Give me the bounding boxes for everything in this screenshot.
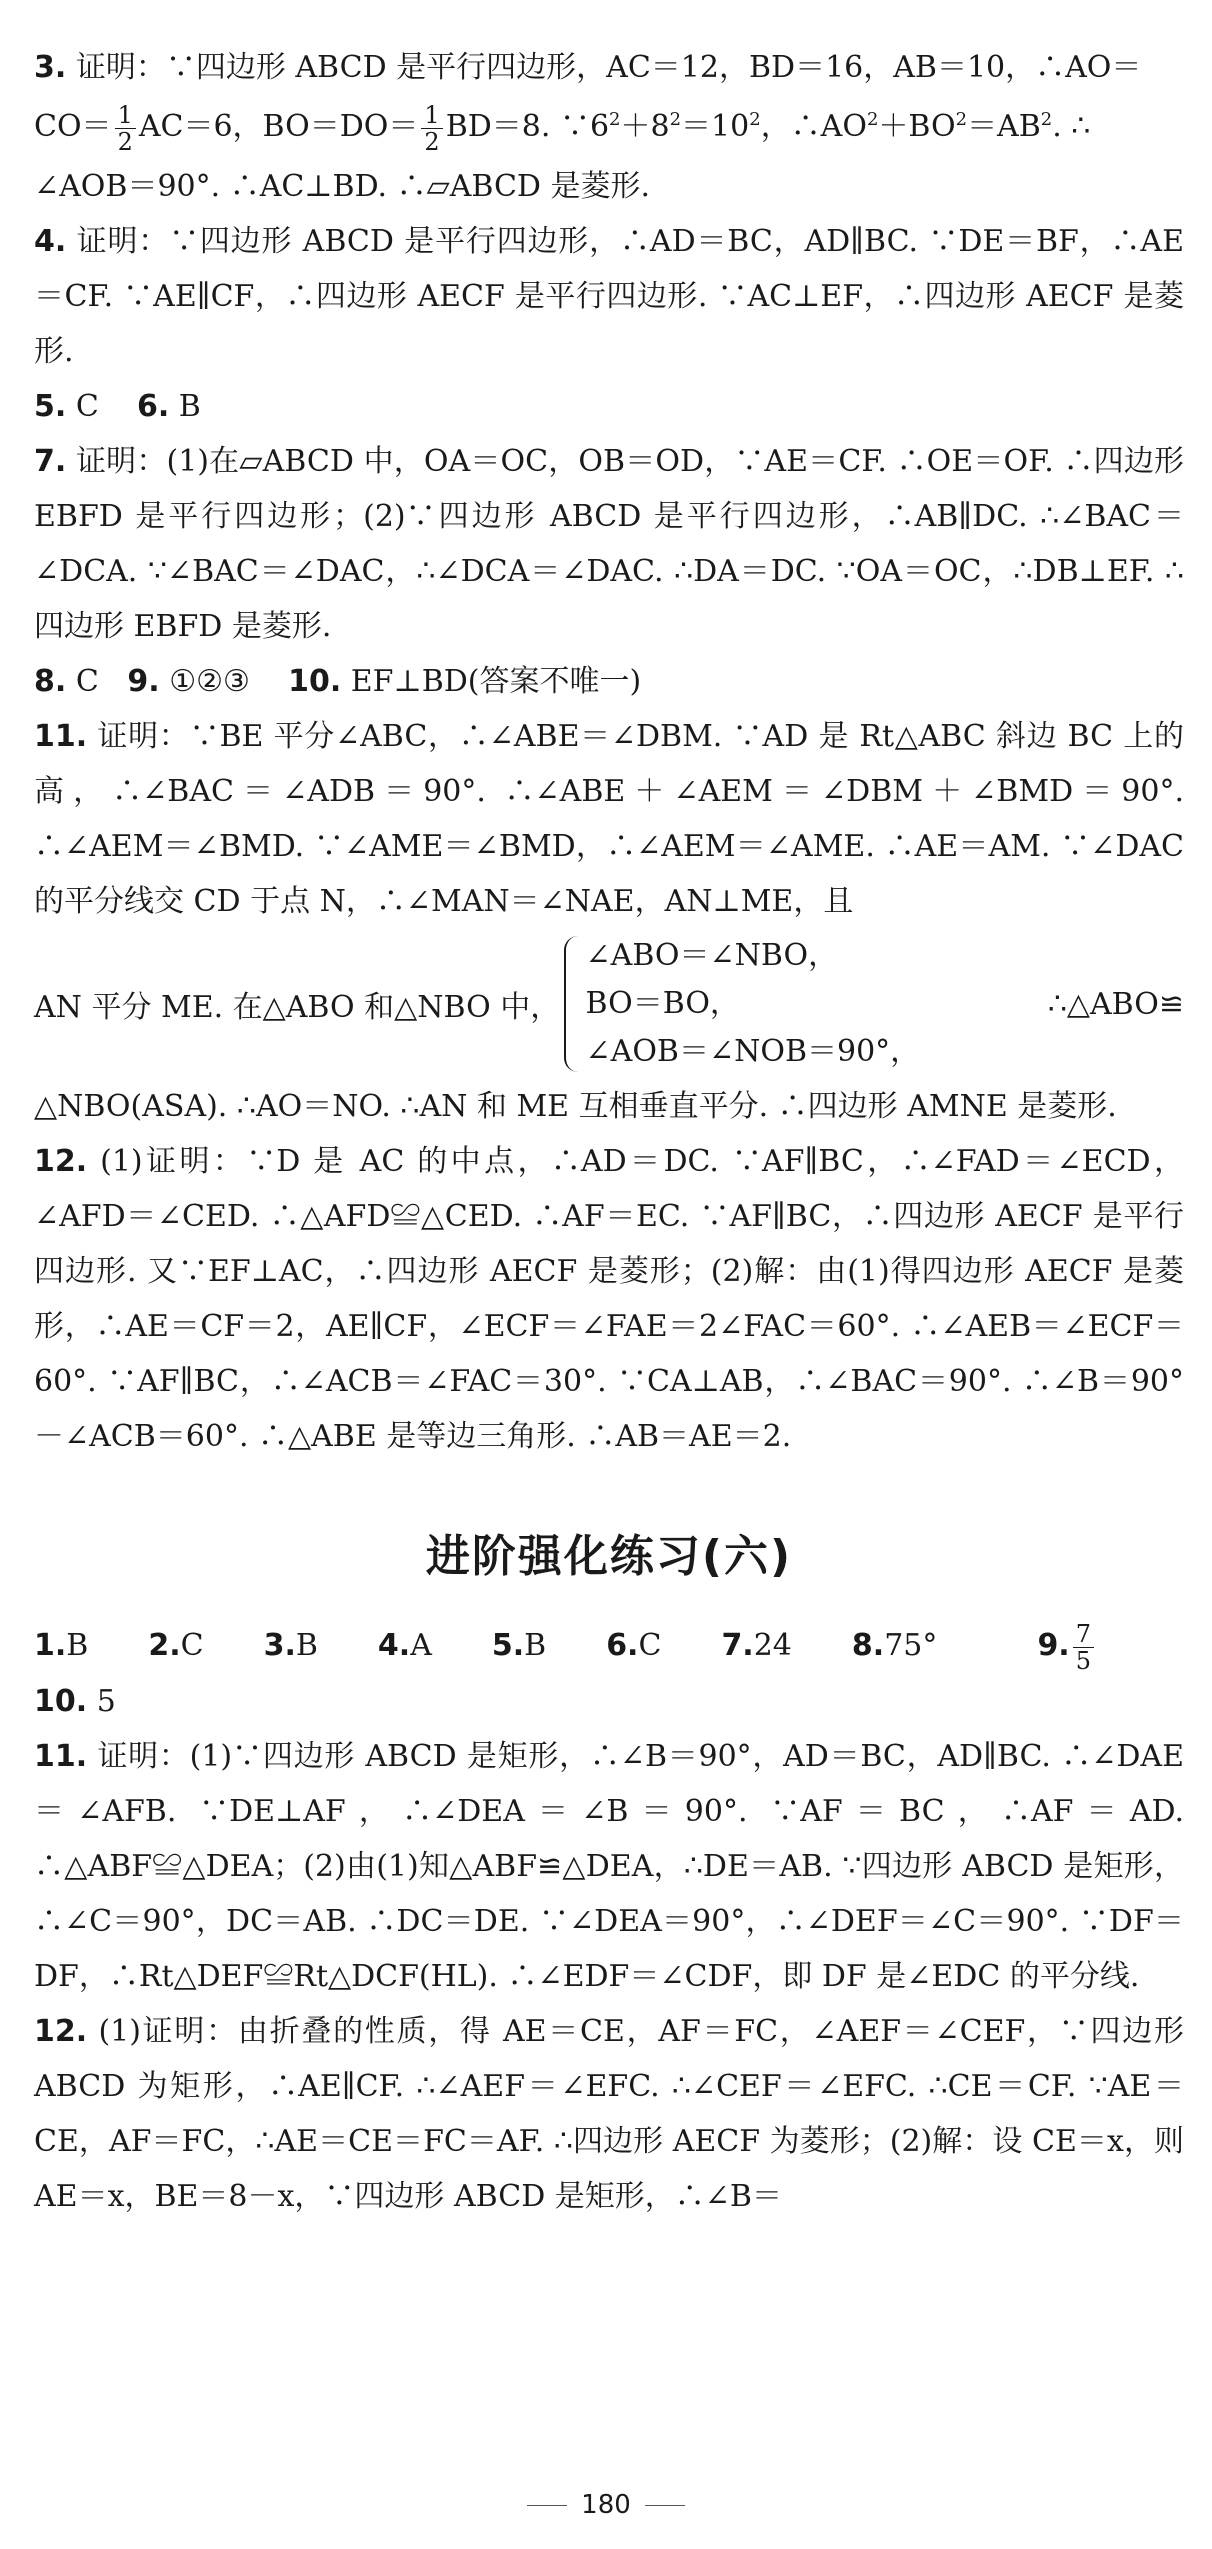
s12-number: 12. xyxy=(34,2013,88,2049)
q12-block xyxy=(34,1134,1184,1464)
superscript: 2 xyxy=(866,109,879,130)
fraction-half xyxy=(115,102,136,155)
q3-text-2h: ＝AB xyxy=(967,109,1041,144)
q11-text-2: △NBO(ASA). ∴AO＝NO. ∴AN 和 ME 互相垂直平分. ∴四边形 AMNE 是菱形. xyxy=(34,1089,1117,1124)
s11-number: 11. xyxy=(34,1738,88,1774)
answer-list xyxy=(34,1628,997,1663)
q4-text: 证明：∵四边形 ABCD 是平行四边形，∴AD＝BC，AD∥BC. ∵DE＝BF，∴AE＝CF. ∵AE∥CF，∴四边形 AECF 是平行四边形. ∵AC⊥EF，∴四边形 AECF 是菱形. xyxy=(34,224,1184,369)
brace-line-2: BO＝BO， xyxy=(585,986,740,1021)
q3-line3: ∠AOB＝90°. ∴AC⊥BD. ∴▱ABCD 是菱形. xyxy=(34,169,651,204)
page-number: 180 xyxy=(581,2490,631,2520)
q6-number: 6. xyxy=(136,389,170,424)
q11-brace-system xyxy=(34,929,1184,1079)
fraction-numerator: 1 xyxy=(115,102,136,129)
answer-value: C xyxy=(638,1628,662,1663)
q6-answer: B xyxy=(178,389,201,424)
q8-q10-line xyxy=(34,654,1184,709)
q10-number: 10. xyxy=(288,664,342,699)
q11-brace-lead: AN 平分 ME. 在△ABO 和△NBO 中， xyxy=(34,990,561,1025)
answer-item xyxy=(378,1628,462,1663)
q11-text xyxy=(34,709,1184,929)
fraction-numerator: 1 xyxy=(421,102,442,129)
answer-value: B xyxy=(295,1628,318,1663)
answer-number: 2. xyxy=(148,1628,181,1663)
answer-row xyxy=(34,1618,1184,1729)
q5-number: 5. xyxy=(34,389,67,424)
q10-answer: EF⊥BD(答案不唯一) xyxy=(350,664,642,699)
answer-9-fraction xyxy=(1073,1621,1124,1674)
answer-value: B xyxy=(524,1628,547,1663)
q3-text-2b: AC＝6，BO＝DO＝ xyxy=(138,109,419,144)
fraction-denominator: 2 xyxy=(424,127,440,156)
fraction-half-2 xyxy=(421,102,442,155)
answer-page xyxy=(34,0,1184,2224)
q7-block xyxy=(34,434,1184,654)
answer-9-number: 9. xyxy=(1037,1628,1070,1663)
brace-line-1: ∠ABO＝∠NBO， xyxy=(585,938,839,973)
answer-item xyxy=(606,1628,691,1663)
answer-item xyxy=(852,1628,967,1663)
answer-number: 7. xyxy=(721,1628,754,1663)
left-brace-icon xyxy=(564,936,579,1072)
q9-number: 9. xyxy=(127,664,160,699)
s12-text: (1)证明：由折叠的性质，得 AE＝CE，AF＝FC，∠AEF＝∠CEF，∵四边形 ABCD 为矩形，∴AE∥CF. ∴∠AEF＝∠EFC. ∴∠CEF＝∠EFC. ∴CE＝CF. ∵AE＝CE，AF＝FC，∴AE＝CE＝FC＝AF. ∴四边形 AECF 为菱形；(2)解：设 CE＝x，则 AE＝x，BE＝8－x，∵四边形 ABCD 是矩形，∴∠B＝ xyxy=(34,2013,1184,2214)
q3-text-1: 证明：∵四边形 ABCD 是平行四边形，AC＝12，BD＝16，AB＝10，∴AO＝ xyxy=(75,50,1142,85)
superscript: 2 xyxy=(669,109,682,130)
q3-line1 xyxy=(34,40,1184,95)
answer-number: 3. xyxy=(263,1628,296,1663)
answer-number: 5. xyxy=(491,1628,525,1663)
q11-block xyxy=(34,709,1184,1134)
q3-line2 xyxy=(34,95,1184,159)
answer-item xyxy=(148,1628,233,1663)
answer-value: 24 xyxy=(753,1628,792,1663)
q11-brace-lines xyxy=(586,932,928,1076)
answer-value: 75° xyxy=(884,1628,938,1663)
answer-10 xyxy=(34,1684,146,1719)
answer-item xyxy=(721,1628,821,1663)
q8-answer: C xyxy=(75,664,99,699)
section-title: 进阶强化练习(六) xyxy=(425,1531,793,1582)
footer-dash-left xyxy=(527,2505,567,2506)
q3-text-2i: . ∴ xyxy=(1052,109,1091,144)
q7-text: 证明：(1)在▱ABCD 中，OA＝OC，OB＝OD，∵AE＝CF. ∴OE＝OF. ∴四边形 EBFD 是平行四边形；(2)∵四边形 ABCD 是平行四边形，∴AB∥DC. ∴∠BAC＝∠DCA. ∵∠BAC＝∠DAC，∴∠DCA＝∠DAC. ∴DA＝DC. ∵OA＝OC，∴DB⊥EF. ∴四边形 EBFD 是菱形. xyxy=(34,444,1184,644)
s11-text: 证明：(1)∵四边形 ABCD 是矩形，∴∠B＝90°，AD＝BC，AD∥BC. ∴∠DAE＝∠AFB. ∵DE⊥AF，∴∠DEA＝∠B＝90°. ∵AF＝BC，∴AF＝AD. ∴△ABF≌△DEA；(2)由(1)知△ABF≌△DEA，∴DE＝AB. ∵四边形 ABCD 是矩形，∴∠C＝90°，DC＝AB. ∴DC＝DE. ∵∠DEA＝90°，∴∠DEF＝∠C＝90°. ∵DF＝DF，∴Rt△DEF≌Rt△DCF(HL). ∴∠EDF＝∠CDF，即 DF 是∠EDC 的平分线. xyxy=(34,1738,1184,1994)
s11-block xyxy=(34,1729,1184,2004)
q8-number: 8. xyxy=(34,664,67,699)
q11-number: 11. xyxy=(34,719,88,754)
superscript: 2 xyxy=(955,109,968,130)
answer-number: 1. xyxy=(34,1628,67,1663)
answer-value: C xyxy=(180,1628,204,1663)
q5-answer: C xyxy=(75,389,99,424)
fraction-denominator: 5 xyxy=(1075,1646,1091,1675)
answer-9 xyxy=(1037,1619,1154,1675)
q11-text-1: 证明：∵BE 平分∠ABC，∴∠ABE＝∠DBM. ∵AD 是 Rt△ABC 斜边 BC 上的高，∴∠BAC＝∠ADB＝90°. ∴∠ABE＋∠AEM＝∠DBM＋∠BMD＝90°. ∴∠AEM＝∠BMD. ∵∠AME＝∠BMD，∴∠AEM＝∠AME. ∴AE＝AM. ∵∠DAC 的平分线交 CD 于点 N，∴∠MAN＝∠NAE，AN⊥ME，且 xyxy=(34,719,1184,919)
fraction-denominator: 2 xyxy=(117,127,133,156)
answer-item xyxy=(34,1628,118,1663)
q11-brace-tail: ∴△ABO≌ xyxy=(1047,986,1184,1022)
page-footer xyxy=(0,2490,1212,2520)
answer-number: 6. xyxy=(606,1628,639,1663)
q3-block xyxy=(34,0,1184,214)
q3-number: 3. xyxy=(34,50,67,85)
answer-10-value: 5 xyxy=(96,1683,116,1719)
q12-text: (1)证明：∵D 是 AC 的中点，∴AD＝DC. ∵AF∥BC，∴∠FAD＝∠ECD，∠AFD＝∠CED. ∴△AFD≌△CED. ∴AF＝EC. ∵AF∥BC，∴四边形 AECF 是平行四边形. 又∵EF⊥AC，∴四边形 AECF 是菱形；(2)解：由(1)得四边形 AECF 是菱形，∴AE＝CF＝2，AE∥CF，∠ECF＝∠FAE＝2∠FAC＝60°. ∴∠AEB＝∠ECF＝60°. ∵AF∥BC，∴∠ACB＝∠FAC＝30°. ∵CA⊥AB，∴∠BAC＝90°. ∴∠B＝90°－∠ACB＝60°. ∴△ABE 是等边三角形. ∴AB＝AE＝2. xyxy=(34,1144,1184,1454)
q12-number: 12. xyxy=(34,1144,88,1179)
q4-number: 4. xyxy=(34,224,67,259)
footer-dash-right xyxy=(645,2505,685,2506)
superscript: 2 xyxy=(609,109,621,130)
answer-item xyxy=(492,1628,576,1663)
q9-answer: ①②③ xyxy=(169,664,250,699)
answer-value: B xyxy=(66,1628,89,1663)
s12-block xyxy=(34,2004,1184,2224)
answer-10-number: 10. xyxy=(34,1683,88,1719)
q5-q6-line xyxy=(34,379,1184,434)
q3-text-2d: ＋8 xyxy=(620,109,670,144)
brace-line-3: ∠AOB＝∠NOB＝90°， xyxy=(585,1034,921,1069)
q3-text-2c: BD＝8. ∵6 xyxy=(445,109,610,144)
answer-number: 4. xyxy=(377,1628,411,1663)
q3-text-2g: ＋BO xyxy=(878,109,956,144)
answer-number: 8. xyxy=(851,1628,885,1663)
q3-text-2e: ＝10 xyxy=(681,109,750,144)
q4-block xyxy=(34,214,1184,379)
superscript: 2 xyxy=(1040,109,1053,130)
fraction-numerator: 7 xyxy=(1073,1621,1094,1648)
superscript: 2 xyxy=(749,109,761,130)
answer-value: A xyxy=(410,1628,432,1663)
q7-number: 7. xyxy=(34,444,67,479)
q3-text-2f: ，∴AO xyxy=(760,109,867,144)
q3-text-2a: CO＝ xyxy=(34,109,112,144)
answer-item xyxy=(264,1628,348,1663)
